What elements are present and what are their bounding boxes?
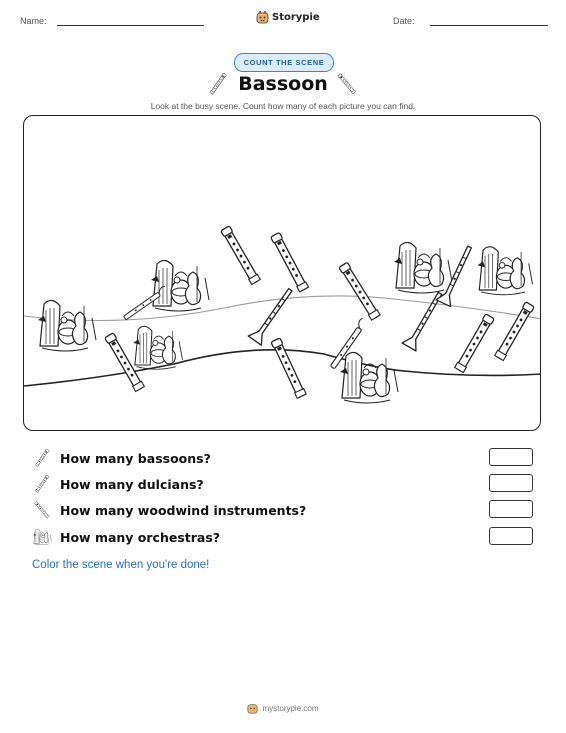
question-text: How many bassoons? (60, 450, 211, 466)
question-row-orchestras (32, 526, 220, 548)
dulcian-icon (271, 338, 306, 398)
brand-name: Storypie (272, 12, 320, 23)
date-label: Date: (393, 16, 415, 26)
bassoon-icon (32, 448, 52, 468)
woodwind-instrument-icon (32, 500, 52, 520)
brand-logo (256, 11, 320, 24)
dulcian-icon (339, 262, 380, 320)
scene-illustration (24, 116, 541, 431)
dulcian-icon (32, 474, 52, 494)
question-row-bassoons (32, 447, 211, 469)
orchestra-icon (340, 352, 398, 403)
dulcian-icon (221, 226, 261, 285)
answer-box-woodwind[interactable] (489, 500, 533, 518)
dulcian-icon (271, 232, 309, 291)
answer-box-bassoons[interactable] (489, 448, 533, 466)
orchestra-icon (38, 300, 96, 351)
color-note: Color the scene when you're done! (32, 559, 210, 571)
answer-box-orchestras[interactable] (489, 527, 533, 545)
orchestra-icon (151, 260, 209, 311)
storypie-logo-icon (256, 11, 269, 24)
bassoon-icon (248, 285, 297, 345)
busy-scene (23, 115, 541, 431)
orchestra-icon (133, 326, 182, 369)
orchestra-icon (477, 247, 532, 295)
name-field[interactable] (57, 25, 204, 26)
storypie-logo-icon (247, 703, 258, 714)
answer-box-dulcians[interactable] (489, 474, 533, 492)
date-field[interactable] (430, 25, 548, 26)
dulcian-icon (455, 314, 495, 373)
question-row-dulcians (32, 473, 204, 495)
name-label: Name: (20, 16, 47, 26)
question-text: How many orchestras? (60, 529, 221, 545)
count-the-scene-badge: COUNT THE SCENE (234, 53, 334, 72)
question-text: How many woodwind instruments? (60, 502, 307, 518)
orchestra-icon (32, 527, 52, 547)
footer-url[interactable]: mystorypie.com (262, 704, 319, 713)
question-row-woodwind (32, 499, 306, 521)
dulcian-icon (495, 302, 535, 361)
page-title: Bassoon (238, 73, 328, 95)
footer (0, 703, 566, 714)
orchestra-icon (394, 242, 452, 293)
title-dulcian-icon-right (336, 71, 358, 97)
question-text: How many dulcians? (60, 476, 204, 492)
instructions: Look at the busy scene. Count how many of each picture you can find. (150, 101, 416, 111)
